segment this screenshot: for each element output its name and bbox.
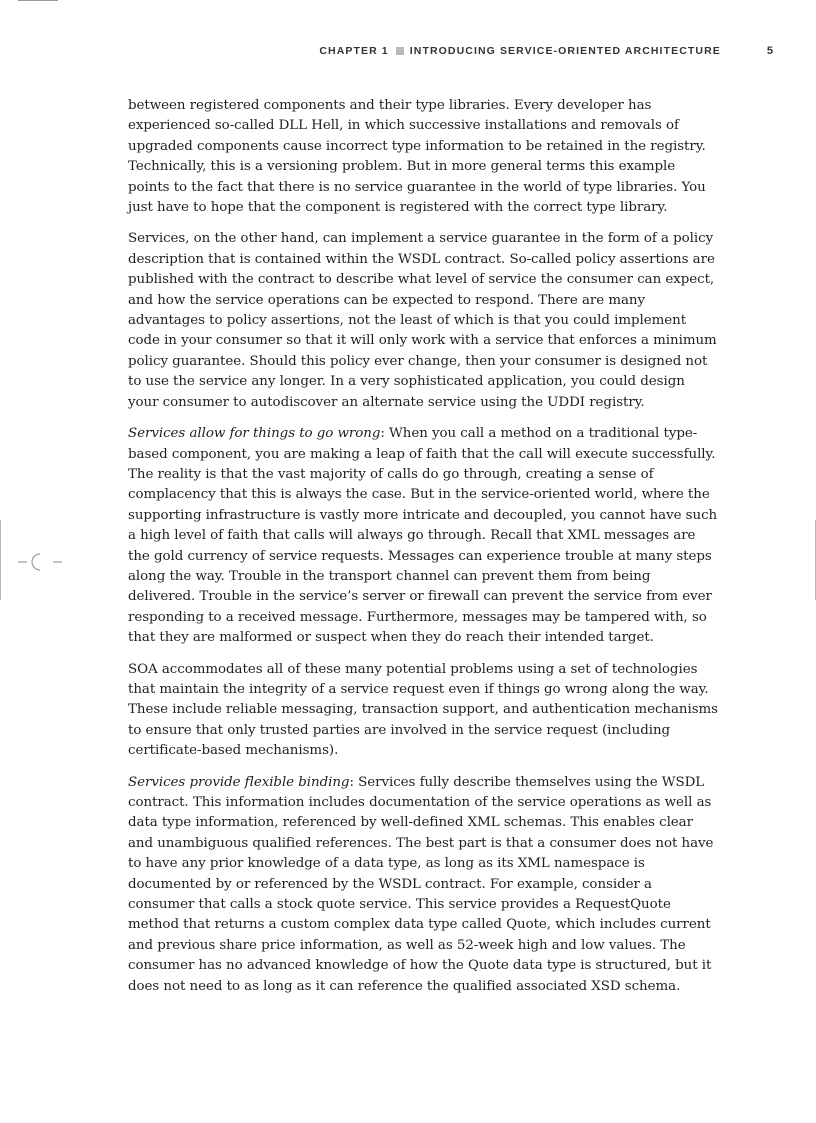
paragraph-flexible-binding xyxy=(128,773,718,997)
separator-square-icon xyxy=(396,47,404,55)
chapter-label: CHAPTER 1 xyxy=(319,45,389,57)
registration-mark-icon xyxy=(18,548,62,576)
top-crop-rule xyxy=(18,0,58,1)
page-number: 5 xyxy=(766,45,773,57)
page-body xyxy=(128,96,718,1008)
paragraph-dll-hell: between registered components and their type libraries. Every developer has experienced so-called DLL Hell, in which successive installations and removals of upgraded components cause incorrect type information to be retained in the registry. Technically, this is a versioning problem. But in more general terms this example points to the fact that there is no service guarantee in the world of type libraries. You just have to hope that the component is registered with the correct type library. xyxy=(128,98,706,216)
paragraph-policy-assertions: Services, on the other hand, can implement a service guarantee in the form of a policy description that is contained within the WSDL contract. So-called policy assertions are published with the contract to describe what level of service the consumer can expect, and how the service operations can be expected to respond. There are many advantages to policy assertions, not the least of which is that you could implement code in your consumer so that it will only work with a service that enforces a minimum policy guarantee. Should this policy ever change, then your consumer is designed not to use the service any longer. In a very sophisticated application, you could design your consumer to autodiscover an alternate service using the UDDI registry. xyxy=(128,231,717,410)
paragraph-soa-accommodates: SOA accommodates all of these many potential problems using a set of technologies that maintain the integrity of a service request even if things go wrong along the way. These include reliable messaging, transaction support, and authentication mechanisms to ensure that only trusted parties are involved in the service request (including certificate-based mechanisms). xyxy=(128,661,718,759)
text-flexible-binding: : Services fully describe themselves using the WSDL contract. This information includes documentation of the service operations as well as data type information, referenced by well-defined XML schemas. This enables clear and unambiguous qualified references. The best part is that a consumer does not have to have any prior knowledge of a data type, as long as its XML namespace is documented by or referenced by the WSDL contract. For example, consider a consumer that calls a stock quote service. This service provides a RequestQuote method that returns a custom complex data type called Quote, which includes current and previous share price information, as well as 52-week high and low values. The consumer has no advanced knowledge of how the Quote data type is structured, but it does not need to as long as it can reference the qualified associated XSD schema. xyxy=(128,774,714,994)
paragraph-things-go-wrong xyxy=(128,424,718,648)
chapter-title: INTRODUCING SERVICE-ORIENTED ARCHITECTURE xyxy=(409,45,721,57)
text-things-go-wrong: : When you call a method on a traditional type-based component, you are making a leap of faith that the call will execute successfully. The reality is that the vast majority of calls do go through, creating a sense of complacency that this is always the case. But in the service-oriented world, where the supporting infrastructure is vastly more intricate and decoupled, you cannot have such a high level of faith that calls will always go through. Recall that XML messages are the gold currency of service requests. Messages can experience trouble at many steps along the way. Trouble in the transport channel can prevent them from being delivered. Trouble in the service’s server or firewall can prevent the service from ever responding to a received message. Furthermore, messages may be tampered with, so that they are malformed or suspect when they do reach their intended target. xyxy=(128,426,718,646)
running-head xyxy=(128,43,773,59)
term-flexible-binding: Services provide flexible binding xyxy=(128,774,350,790)
term-things-go-wrong: Services allow for things to go wrong xyxy=(128,426,381,442)
left-crop-mark xyxy=(0,520,1,600)
